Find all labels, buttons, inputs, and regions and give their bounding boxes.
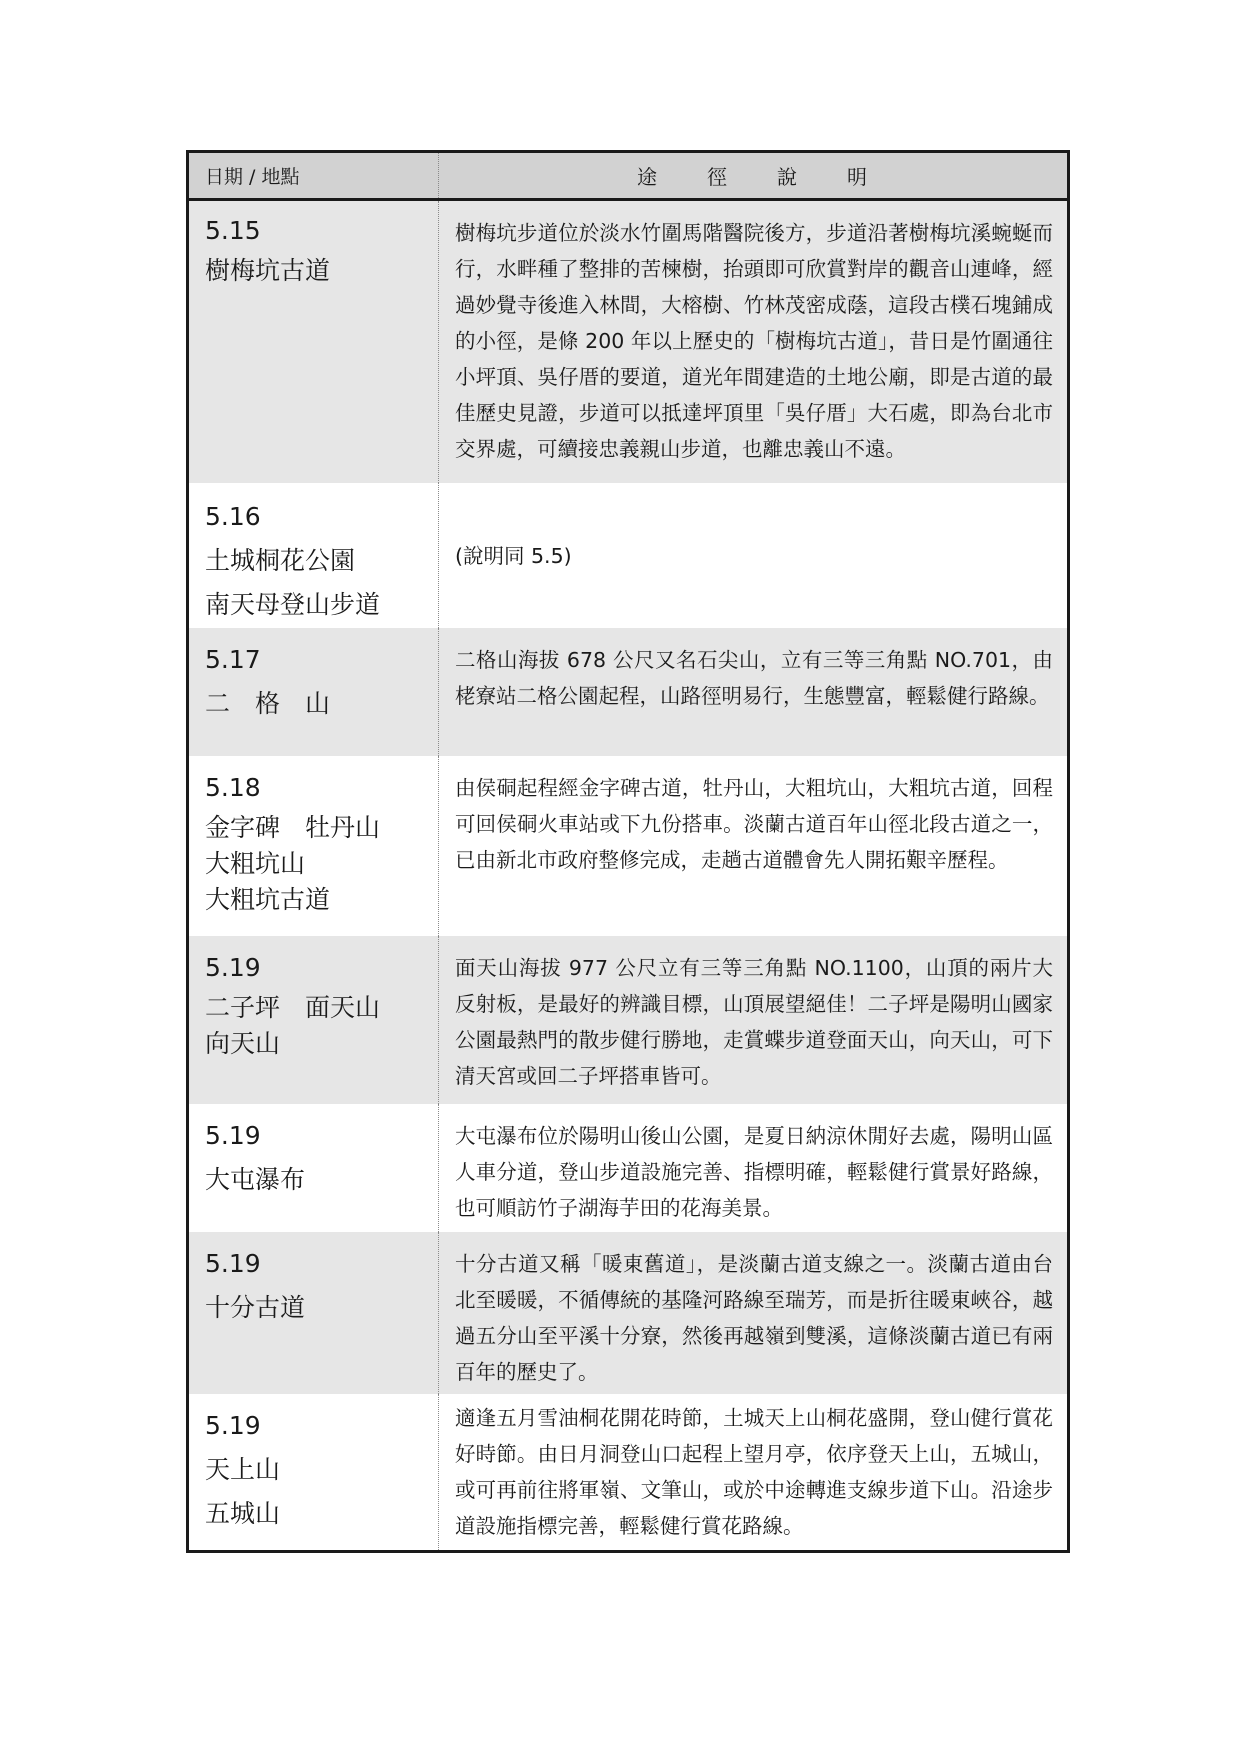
location: 二 格 山 <box>205 689 331 718</box>
description: (說明同 5.5) <box>455 543 572 568</box>
header-char: 徑 <box>707 165 729 189</box>
date-location-cell <box>189 201 439 483</box>
description: 適逢五月雪油桐花開花時節，土城天上山桐花盛開，登山健行賞花好時節。由日月洞登山口起程上望月亭，依序登天上山，五城山，或可再前往將軍嶺、文筆山，或於中途轉進支線步道下山。沿途步道設施指標完善，輕鬆健行賞花路線。 <box>455 1406 1053 1538</box>
location: 金字碑 牡丹山 大粗坑山 大粗坑古道 <box>205 813 381 914</box>
description: 十分古道又稱「暖東舊道」，是淡蘭古道支線之一。淡蘭古道由台北至暖暖，不循傳統的基隆河路線至瑞芳，而是折往暖東峽谷，越過五分山至平溪十分寮，然後再越嶺到雙溪，這條淡蘭古道已有兩百年的歷史了。 <box>455 1252 1053 1384</box>
date: 5.18 <box>205 773 261 802</box>
table-row <box>189 756 1067 936</box>
table-row <box>189 628 1067 756</box>
header-char: 明 <box>847 165 869 189</box>
date: 5.19 <box>205 953 261 982</box>
table-row <box>189 1232 1067 1394</box>
date: 5.16 <box>205 502 261 531</box>
date: 5.19 <box>205 1411 261 1440</box>
table-row <box>189 1104 1067 1232</box>
date: 5.15 <box>205 216 261 245</box>
description: 面天山海拔 977 公尺立有三等三角點 NO.1100，山頂的兩片大反射板，是最好的辨識目標，山頂展望絕佳！二子坪是陽明山國家公園最熱門的散步健行勝地，走賞蝶步道登面天山，向天山，可下清天宮或回二子坪搭車皆可。 <box>455 956 1053 1088</box>
table-header <box>189 153 1067 201</box>
header-date-location: 日期 / 地點 <box>189 153 439 198</box>
date: 5.17 <box>205 645 261 674</box>
location: 天上山 五城山 <box>205 1455 281 1528</box>
date-location-cell <box>189 483 439 628</box>
location: 十分古道 <box>205 1293 306 1322</box>
date-location-cell <box>189 756 439 936</box>
header-char: 途 <box>637 165 659 189</box>
description: 由侯硐起程經金字碑古道，牡丹山，大粗坑山，大粗坑古道，回程可回侯硐火車站或下九份搭車。淡蘭古道百年山徑北段古道之一，已由新北市政府整修完成，走趟古道體會先人開拓艱辛歷程。 <box>455 776 1053 872</box>
date: 5.19 <box>205 1249 261 1278</box>
date-location-cell <box>189 1232 439 1394</box>
header-char: 說 <box>777 165 799 189</box>
location: 樹梅坑古道 <box>205 256 331 285</box>
table-row <box>189 483 1067 628</box>
table-row <box>189 1394 1067 1550</box>
date-location-cell <box>189 628 439 756</box>
location: 二子坪 面天山 向天山 <box>205 993 381 1058</box>
description: 樹梅坑步道位於淡水竹圍馬階醫院後方，步道沿著樹梅坑溪蜿蜒而行，水畔種了整排的苦楝樹，抬頭即可欣賞對岸的觀音山連峰，經過妙覺寺後進入林間，大榕樹、竹林茂密成蔭，這段古樸石塊鋪成的小徑，是條 200 年以上歷史的「樹梅坑古道」，昔日是竹圍通往小坪頂、吳仔厝的要道，道光年間建造的土地公廟，即是古道的最佳歷史見證，步道可以抵達坪頂里「吳仔厝」大石處，即為台北市交界處，可續接忠義親山步道，也離忠義山不遠。 <box>455 221 1053 461</box>
location: 大屯瀑布 <box>205 1165 306 1194</box>
date: 5.19 <box>205 1121 261 1150</box>
table-row <box>189 936 1067 1104</box>
date-location-cell <box>189 1104 439 1232</box>
date-location-cell <box>189 1394 439 1550</box>
description: 二格山海拔 678 公尺又名石尖山，立有三等三角點 NO.701，由栳寮站二格公園起程，山路徑明易行，生態豐富，輕鬆健行路線。 <box>455 648 1053 708</box>
table-row <box>189 201 1067 483</box>
header-route-description <box>439 153 1067 198</box>
description: 大屯瀑布位於陽明山後山公園，是夏日納涼休閒好去處，陽明山區人車分道，登山步道設施完善、指標明確，輕鬆健行賞景好路線，也可順訪竹子湖海芋田的花海美景。 <box>455 1124 1053 1220</box>
schedule-table <box>186 150 1070 1553</box>
location: 土城桐花公園 南天母登山步道 <box>205 546 381 619</box>
date-location-cell <box>189 936 439 1104</box>
